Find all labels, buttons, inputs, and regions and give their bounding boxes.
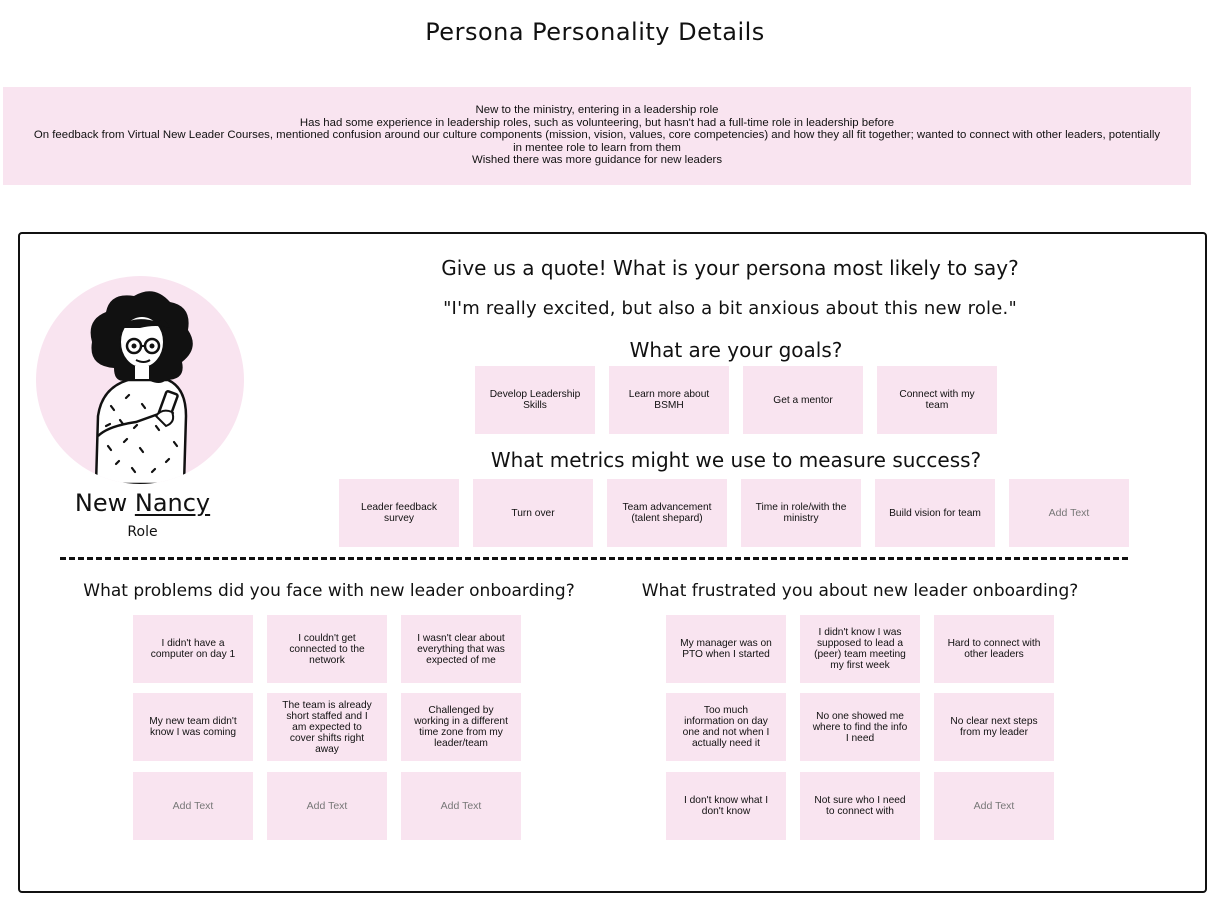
metrics-heading: What metrics might we use to measure success? (490, 448, 982, 472)
summary-line: Has had some experience in leadership roles, such as volunteering, but hasn't had a full-time role in leadership before (299, 116, 895, 129)
quote-heading: Give us a quote! What is your persona most likely to say? (441, 256, 1019, 280)
metric-note[interactable]: Time in role/with the ministry (741, 479, 861, 547)
metric-note[interactable]: Turn over (473, 479, 593, 547)
frustrations-heading: What frustrated you about new leader onboarding? (641, 581, 1079, 601)
metric-note[interactable]: Leader feedback survey (339, 479, 459, 547)
problems-heading: What problems did you face with new leader onboarding? (83, 581, 575, 601)
persona-quote: "I'm really excited, but also a bit anxious about this new role." (443, 298, 1017, 319)
goal-note[interactable]: Develop Leadership Skills (475, 366, 595, 434)
add-text-note[interactable]: Add Text (1009, 479, 1129, 547)
persona-first-name: New (74, 489, 128, 517)
frustration-note[interactable]: Not sure who I need to connect with (800, 772, 920, 840)
frustration-note[interactable]: I don't know what I don't know (666, 772, 786, 840)
frustration-note[interactable]: My manager was on PTO when I started (666, 615, 786, 683)
metric-note[interactable]: Team advancement (talent shepard) (607, 479, 727, 547)
summary-line: New to the ministry, entering in a leadership role (475, 104, 719, 116)
page-title: Persona Personality Details (425, 18, 765, 46)
goals-heading: What are your goals? (629, 338, 843, 362)
summary-line: On feedback from Virtual New Leader Courses, mentioned confusion around our culture components (mission, vision, values, core competencies) and how they all fit together; wanted to connect with other leaders, potentially in mentee role to learn from them (33, 129, 1161, 154)
persona-role: Role (127, 524, 158, 540)
frustration-note[interactable]: Too much information on day one and not when I actually need it (666, 693, 786, 761)
goal-note[interactable]: Get a mentor (743, 366, 863, 434)
problem-note[interactable]: Challenged by working in a different time zone from my leader/team (401, 693, 521, 761)
goal-note[interactable]: Learn more about BSMH (609, 366, 729, 434)
frustration-note[interactable]: No clear next steps from my leader (934, 693, 1054, 761)
add-text-note[interactable]: Add Text (401, 772, 521, 840)
problem-note[interactable]: I didn't have a computer on day 1 (133, 615, 253, 683)
persona-last-name: Nancy (134, 489, 211, 517)
summary-banner (3, 87, 1191, 185)
problem-note[interactable]: The team is already short staffed and I am expected to cover shifts right away (267, 693, 387, 761)
problem-note[interactable]: My new team didn't know I was coming (133, 693, 253, 761)
persona-name (40, 489, 245, 517)
problem-note[interactable]: I couldn't get connected to the network (267, 615, 387, 683)
section-divider (60, 557, 1128, 560)
goal-note[interactable]: Connect with my team (877, 366, 997, 434)
problem-note[interactable]: I wasn't clear about everything that was expected of me (401, 615, 521, 683)
woman-with-phone-icon (36, 276, 244, 484)
frustration-note[interactable]: I didn't know I was supposed to lead a (peer) team meeting my first week (800, 615, 920, 683)
metric-note[interactable]: Build vision for team (875, 479, 995, 547)
persona-avatar (36, 276, 244, 484)
summary-line: Wished there was more guidance for new leaders (471, 154, 723, 167)
frustration-note[interactable]: No one showed me where to find the info I need (800, 693, 920, 761)
add-text-note[interactable]: Add Text (934, 772, 1054, 840)
add-text-note[interactable]: Add Text (267, 772, 387, 840)
add-text-note[interactable]: Add Text (133, 772, 253, 840)
frustration-note[interactable]: Hard to connect with other leaders (934, 615, 1054, 683)
